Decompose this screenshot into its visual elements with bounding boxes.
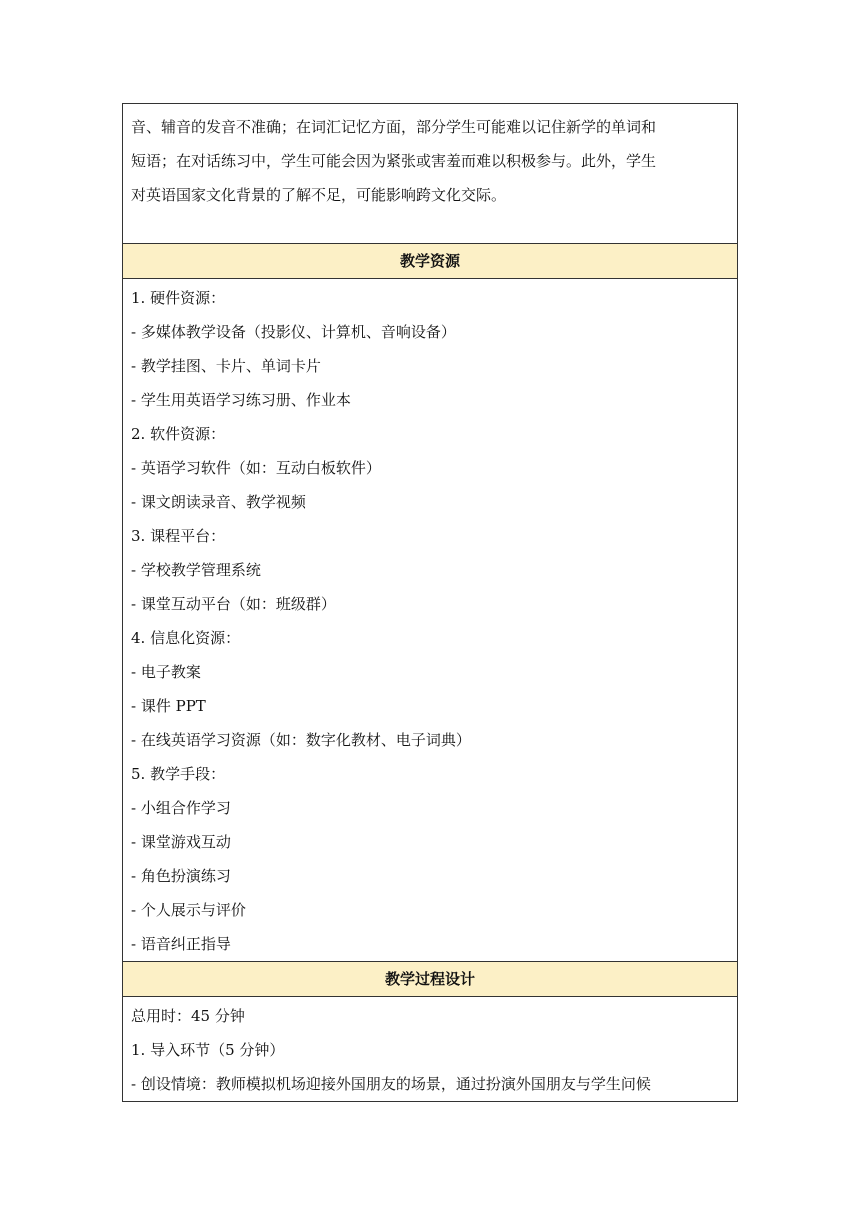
process-cell	[123, 997, 737, 1101]
resource-line: - 电子教案	[131, 663, 201, 681]
resource-line: 4. 信息化资源：	[131, 629, 241, 647]
resource-line: - 学校教学管理系统	[131, 561, 261, 579]
process-line: 1. 导入环节（5 分钟）	[131, 1041, 285, 1059]
resource-line: - 学生用英语学习练习册、作业本	[131, 391, 351, 409]
resource-line: 2. 软件资源：	[131, 425, 226, 443]
process-line: 总用时：45 分钟	[131, 1007, 245, 1025]
resource-line: 3. 课程平台：	[131, 527, 226, 545]
analysis-line: 音、辅音的发音不准确；在词汇记忆方面，部分学生可能难以记住新学的单词和	[131, 118, 657, 136]
resources-header: 教学资源	[123, 244, 737, 279]
process-header: 教学过程设计	[123, 962, 737, 997]
resource-line: 1. 硬件资源：	[131, 289, 226, 307]
resource-line: 5. 教学手段：	[131, 765, 226, 783]
resource-line: - 个人展示与评价	[131, 901, 246, 919]
resource-line: - 教学挂图、卡片、单词卡片	[131, 357, 321, 375]
resource-line: - 课件 PPT	[131, 697, 206, 715]
resource-line: - 课堂互动平台（如：班级群）	[131, 595, 336, 613]
resource-line: - 角色扮演练习	[131, 867, 231, 885]
lesson-plan-table	[122, 103, 738, 1102]
analysis-line: 对英语国家文化背景的了解不足，可能影响跨文化交际。	[131, 186, 507, 204]
resource-line: - 英语学习软件（如：互动白板软件）	[131, 459, 381, 477]
resources-cell	[123, 279, 737, 962]
analysis-line: 短语；在对话练习中，学生可能会因为紧张或害羞而难以积极参与。此外，学生	[131, 152, 657, 170]
resource-line: - 在线英语学习资源（如：数字化教材、电子词典）	[131, 731, 471, 749]
student-analysis-cell	[123, 104, 737, 244]
resource-line: - 语音纠正指导	[131, 935, 231, 953]
resource-line: - 多媒体教学设备（投影仪、计算机、音响设备）	[131, 323, 456, 341]
resource-line: - 课文朗读录音、教学视频	[131, 493, 306, 511]
resource-line: - 课堂游戏互动	[131, 833, 231, 851]
resource-line: - 小组合作学习	[131, 799, 231, 817]
process-line: - 创设情境：教师模拟机场迎接外国朋友的场景，通过扮演外国朋友与学生问候	[131, 1075, 651, 1093]
